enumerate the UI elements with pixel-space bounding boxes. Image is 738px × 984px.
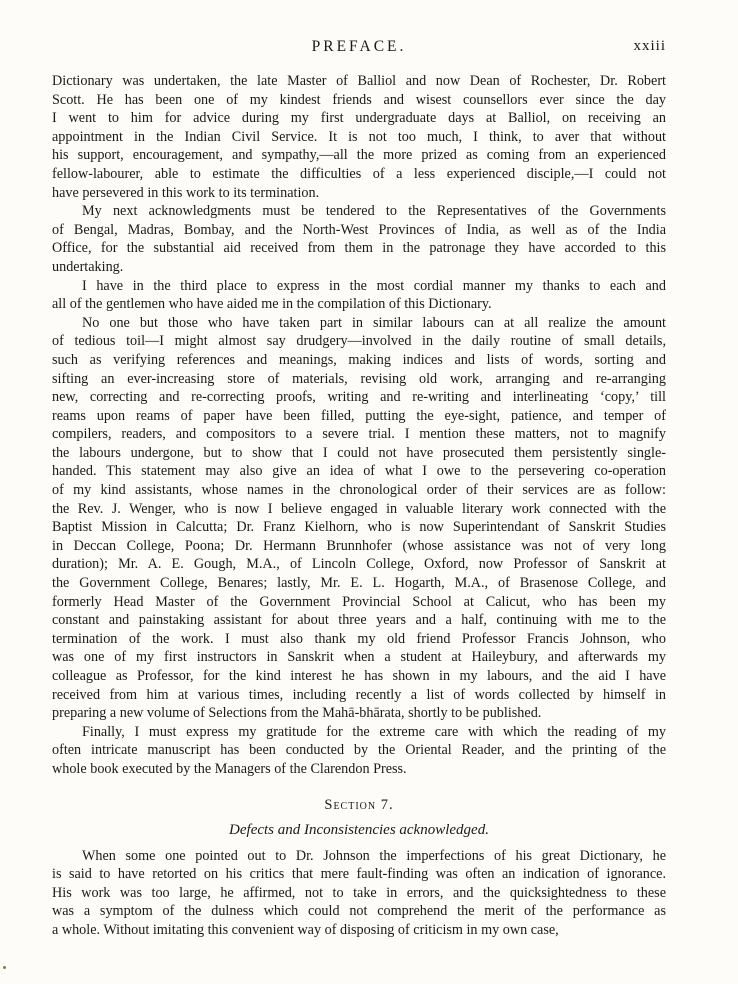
text-line: often intricate manuscript has been conducted by the Oriental Reader, and the printing of the — [52, 742, 666, 759]
text-line: new, correcting and re-correcting proofs, writing and re-writing and interlineating ‘copy,’ till — [52, 389, 666, 406]
text-line: I went to him for advice during my first undergraduate days at Balliol, on receiving an — [52, 110, 666, 127]
text-line: Scott. He has been one of my kindest friends and wisest counsellors ever since the day — [52, 91, 666, 108]
text-line: constant and painstaking assistant for about three years and a half, continuing with me to the — [52, 612, 666, 629]
text-line: a whole. Without imitating this convenient way of disposing of criticism in my own case, — [52, 921, 559, 938]
section-subtitle: Defects and Inconsistencies acknowledged. — [229, 821, 489, 838]
text-line: was a symptom of the dulness which could not comprehend the merit of the performance as — [52, 903, 666, 920]
running-title: PREFACE. — [311, 38, 407, 55]
paragraph-5 — [52, 723, 666, 779]
text-line: his support, encouragement, and sympathy,—all the more prized as coming from an experienced — [52, 147, 666, 164]
text-line: colleague as Professor, for the kind interest he has shown in my labours, and the aid I have — [52, 668, 666, 684]
text-line: sifting an ever-increasing store of materials, revising old work, arranging and re-arranging — [52, 370, 666, 387]
text-line: Baptist Mission in Calcutta; Dr. Franz Kielhorn, who is now Superintendant of Sanskrit Studies — [52, 519, 666, 536]
section-paragraph — [52, 847, 666, 940]
text-line: My next acknowledgments must be tendered to the Representatives of the Governments — [82, 203, 666, 220]
paragraph-2 — [52, 202, 666, 276]
text-line: Finally, I must express my gratitude for the extreme care with which the reading of my — [82, 723, 666, 740]
text-line: the labours undergone, but to show that I could not have prosecuted them persistently single- — [52, 444, 666, 461]
text-line: of Bengal, Madras, Bombay, and the North-West Provinces of India, as well as of the India — [52, 221, 666, 238]
text-line: the Government College, Benares; lastly, Mr. E. L. Hogarth, M.A., of Brasenose College, and — [52, 575, 666, 592]
paragraph-4 — [52, 314, 666, 723]
text-line: compilers, readers, and compositors to a severe trial. I mention these matters, not to magnify — [52, 426, 666, 443]
paragraph-3 — [52, 277, 666, 314]
paragraph-1 — [52, 72, 666, 202]
text-line: reams upon reams of paper have been filled, putting the eye-sight, patience, and temper of — [52, 407, 666, 424]
text-line: all of the gentlemen who have aided me in the compilation of this Dictionary. — [52, 296, 492, 313]
section-heading: Section 7. — [324, 796, 394, 813]
text-line: have persevered in this work to its termination. — [52, 184, 320, 201]
text-line: His work was too large, he affirmed, not to take in errors, and the quicksightedness to these — [52, 884, 666, 901]
text-line: the Rev. J. Wenger, who is now I believe engaged in valuable literary work connected with the — [52, 500, 666, 517]
text-line: whole book executed by the Managers of the Clarendon Press. — [52, 760, 407, 777]
text-line: appointment in the Indian Civil Service. It is not too much, I think, to aver that without — [52, 128, 666, 145]
text-line: fellow-labourer, able to estimate the difficulties of a less experienced disciple,—I could not — [52, 165, 666, 182]
text-line: No one but those who have taken part in similar labours can at all realize the amount — [82, 314, 666, 331]
text-line: I have in the third place to express in the most cordial manner my thanks to each and — [82, 277, 666, 294]
page-speck — [3, 966, 6, 969]
text-line: received from him at various times, including recently a list of words collected by himself in — [52, 686, 666, 703]
text-line: of my kind assistants, whose names in the chronological order of their services are as follow: — [52, 482, 666, 499]
text-line: formerly Head Master of the Government Provincial School at Calicut, who has been my — [52, 593, 666, 610]
text-line: such as verifying references and meanings, making indices and lists of words, sorting and — [52, 351, 666, 368]
text-line: undertaking. — [52, 258, 124, 275]
page-header — [52, 38, 666, 60]
text-line: Dictionary was undertaken, the late Master of Balliol and now Dean of Rochester, Dr. Robert — [52, 73, 666, 89]
text-line: in Deccan College, Poona; Dr. Hermann Brunnhofer (whose assistance was not of very long — [52, 537, 666, 554]
text-line: When some one pointed out to Dr. Johnson the imperfections of his great Dictionary, he — [82, 847, 666, 864]
body-text — [52, 72, 666, 940]
text-line: Office, for the substantial aid received from them in the patronage they have accorded to this — [52, 240, 666, 257]
text-line: handed. This statement may also give an idea of what I owe to the persevering co-operation — [52, 463, 666, 480]
text-line: was one of my first instructors in Sanskrit when a student at Haileybury, and afterwards my — [52, 649, 666, 666]
text-line: termination of the work. I must also thank my old friend Professor Francis Johnson, who — [52, 630, 666, 647]
text-line: of tedious toil—I might almost say drudgery—involved in the daily routine of small details, — [52, 333, 666, 350]
page-number: xxiii — [633, 38, 666, 54]
text-line: is said to have retorted on his critics that mere fault-finding was often an indication of ignorance. — [52, 866, 666, 883]
text-line: duration); Mr. A. E. Gough, M.A., of Lincoln College, Oxford, now Professor of Sanskrit at — [52, 556, 666, 573]
text-line: preparing a new volume of Selections from the Mahā-bhārata, shortly to be published. — [52, 705, 542, 722]
